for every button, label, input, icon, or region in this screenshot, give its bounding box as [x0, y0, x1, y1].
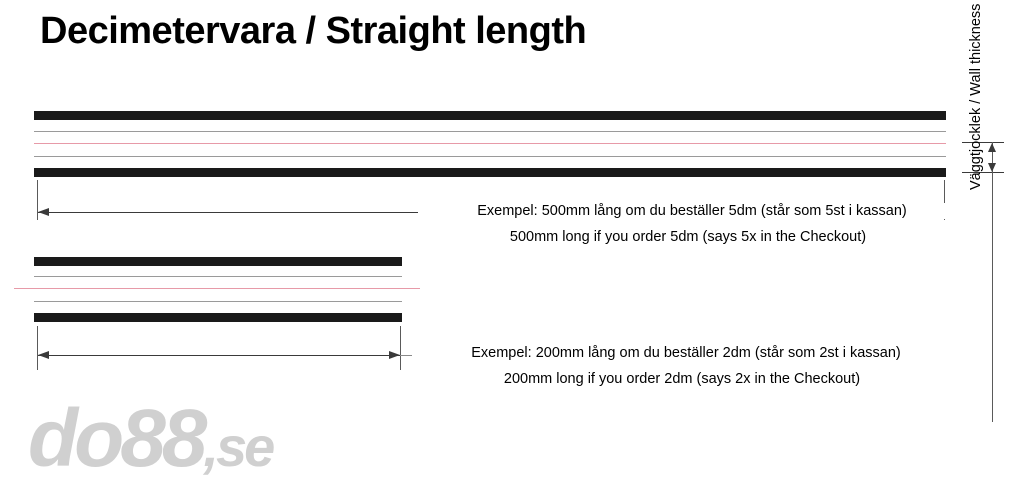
long-tube-centerline — [34, 143, 946, 144]
logo-se: ,se — [203, 415, 273, 478]
short-tube-top-inner-line — [34, 276, 402, 277]
short-dim-arrow-left — [38, 351, 49, 359]
wall-thickness-label: Väggtjocklek / Wall thickness — [968, 3, 984, 190]
long-tube-caption-en: 500mm long if you order 5dm (says 5x in the Checkout) — [509, 229, 867, 245]
long-tube-top-inner-line — [34, 131, 946, 132]
logo-do: do — [28, 393, 121, 484]
short-tube-caption-sv: Exempel: 200mm lång om du beställer 2dm (står som 2st i kassan) — [412, 345, 960, 361]
long-dim-arrow-left — [38, 208, 49, 216]
short-dim-ext-left — [37, 326, 38, 370]
wall-thickness-arrow-down — [988, 163, 996, 172]
short-tube-bottom-inner-line — [34, 301, 402, 302]
do88-logo — [28, 393, 273, 484]
long-tube-bottom-wall — [34, 168, 946, 177]
long-tube-bottom-inner-line — [34, 156, 946, 157]
wall-thickness-leader-line — [992, 172, 993, 422]
short-tube-caption-en: 200mm long if you order 2dm (says 2x in the Checkout) — [503, 371, 861, 387]
short-dim-line — [38, 355, 400, 356]
short-dim-arrow-right — [389, 351, 400, 359]
long-tube-top-wall — [34, 111, 946, 120]
short-tube-centerline — [14, 288, 420, 289]
short-tube-top-wall — [34, 257, 402, 266]
wall-thickness-arrow-up — [988, 143, 996, 152]
short-tube-bottom-wall — [34, 313, 402, 322]
logo-88: 88 — [120, 393, 204, 484]
long-tube-caption-sv: Exempel: 500mm lång om du beställer 5dm (står som 5st i kassan) — [418, 203, 966, 219]
page-title: Decimetervara / Straight length — [40, 10, 587, 52]
short-dim-ext-right — [400, 326, 401, 370]
